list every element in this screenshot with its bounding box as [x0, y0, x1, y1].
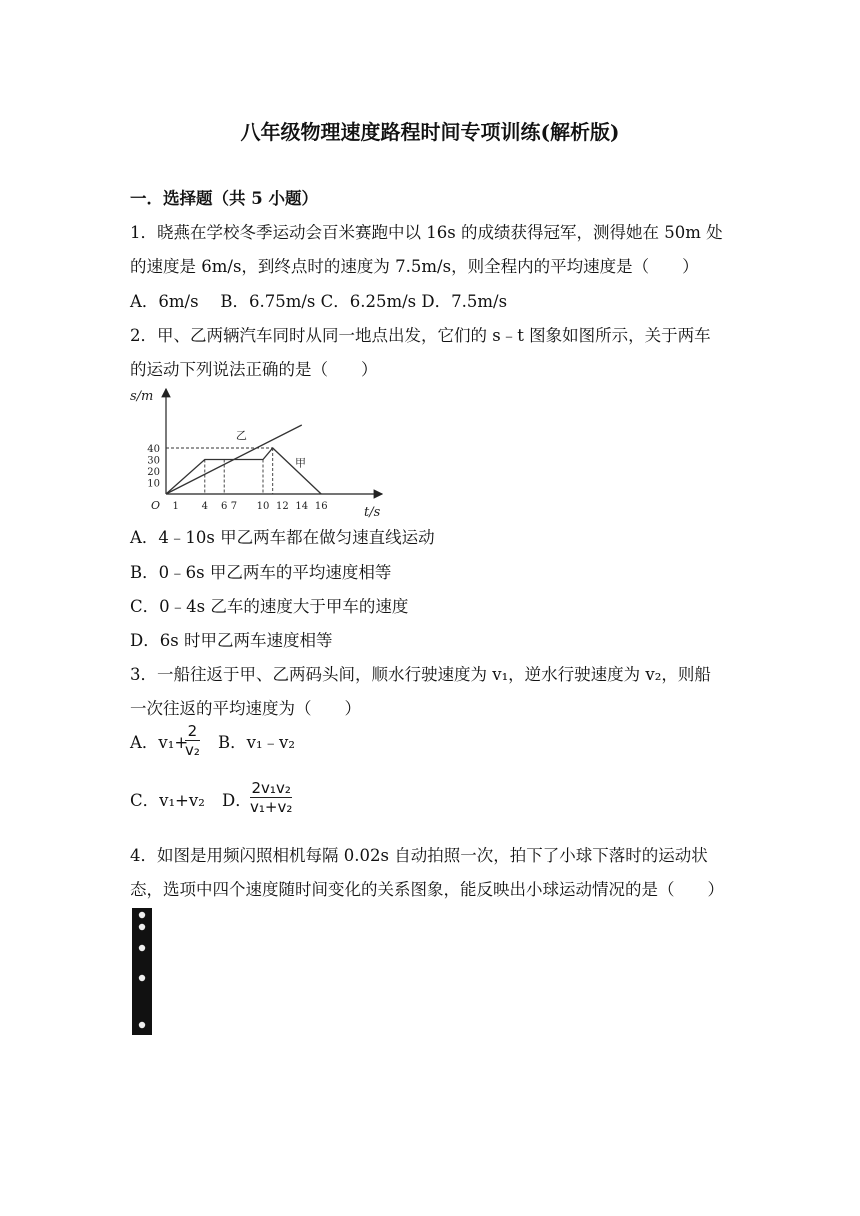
origin-label: O	[150, 499, 160, 512]
q4-text-line2: 态，选项中四个速度随时间变化的关系图象，能反映出小球运动情况的是（ ）	[130, 880, 724, 899]
q1-options: A．6m/s B．6.75m/s C．6.25m/s D．7.5m/s	[130, 292, 508, 311]
q3-text-line2: 一次往返的平均速度为（ ）	[130, 699, 361, 718]
q2-text-line2: 的运动下列说法正确的是（ ）	[130, 360, 378, 379]
x-tick-label: 14	[295, 501, 309, 512]
q3-option-a-fraction	[185, 722, 200, 759]
ball-image-1	[139, 912, 145, 918]
q3-option-d-fraction	[250, 779, 292, 816]
series-label-yi: 乙	[235, 428, 247, 442]
x-tick-label: 1	[172, 501, 179, 512]
x-tick-label: 6	[221, 501, 228, 512]
q3-option-a-denominator: v₂	[185, 741, 200, 759]
ball-image-2	[139, 924, 145, 930]
x-tick-label: 7	[230, 501, 238, 512]
ball-image-4	[139, 975, 145, 981]
q2-option-d: D．6s 时甲乙两车速度相等	[130, 631, 333, 650]
section-heading: 一．选择题（共 5 小题）	[130, 189, 318, 208]
q3-option-a-numerator: 2	[187, 722, 198, 740]
q1-text-line2: 的速度是 6m/s，到终点时的速度为 7.5m/s，则全程内的平均速度是（ ）	[130, 257, 699, 276]
x-tick-label: 12	[276, 501, 289, 512]
q1-text-line1: 1．晓燕在学校冬季运动会百米赛跑中以 16s 的成绩获得冠军，测得她在 50m 处	[130, 223, 723, 242]
q3-option-c: C．v₁+v₂	[130, 791, 205, 810]
q3-option-d-denominator: v₁+v₂	[250, 798, 293, 816]
series-label-jia: 甲	[295, 456, 307, 470]
page-title: 八年级物理速度路程时间专项训练(解析版)	[240, 120, 620, 144]
x-axis-label: t/s	[364, 505, 381, 519]
x-tick-label: 16	[314, 501, 328, 512]
x-tick-label: 10	[256, 501, 270, 512]
strobe-photo-image	[132, 908, 152, 1035]
y-tick-label: 30	[147, 455, 160, 467]
ball-image-3	[139, 945, 145, 951]
q3-option-b: B．v₁﹣v₂	[218, 733, 295, 752]
y-tick-label: 10	[147, 478, 160, 490]
y-tick-label: 20	[147, 467, 160, 478]
q2-option-b: B．0﹣6s 甲乙两车的平均速度相等	[130, 563, 392, 582]
st-graph	[128, 383, 390, 519]
q4-text-line1: 4．如图是用频闪照相机每隔 0.02s 自动拍照一次，拍下了小球下落时的运动状	[130, 846, 708, 865]
q3-option-a-prefix: A．v₁+	[130, 733, 189, 752]
q3-text-line1: 3．一船往返于甲、乙两码头间，顺水行驶速度为 v₁，逆水行驶速度为 v₂，则船	[130, 665, 711, 684]
y-tick-label: 40	[147, 444, 160, 455]
q2-option-c: C．0﹣4s 乙车的速度大于甲车的速度	[130, 597, 409, 616]
q3-option-d-numerator: 2v₁v₂	[251, 779, 291, 797]
q2-option-a: A．4﹣10s 甲乙两车都在做匀速直线运动	[130, 528, 435, 547]
y-axis-label: s/m	[130, 389, 154, 404]
q3-option-d-prefix: D．	[222, 791, 252, 810]
q2-text-line1: 2．甲、乙两辆汽车同时从同一地点出发，它们的 s﹣t 图象如图所示，关于两车	[130, 326, 711, 345]
ball-image-5	[139, 1022, 145, 1028]
x-tick-label: 4	[201, 501, 208, 512]
